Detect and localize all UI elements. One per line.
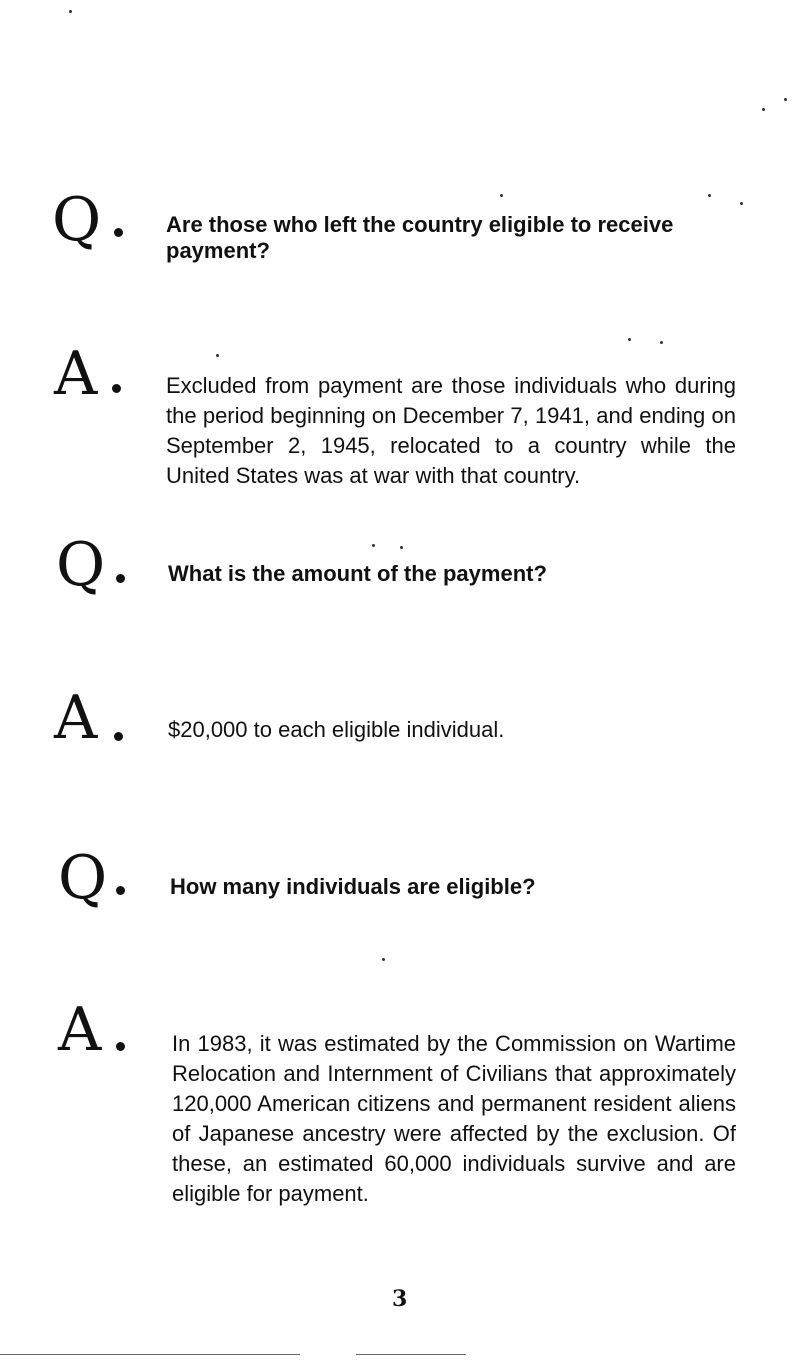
- scan-speck: [382, 958, 385, 961]
- question-marker: Q: [56, 530, 106, 600]
- scan-speck: [708, 194, 711, 197]
- scan-speck: [660, 341, 663, 344]
- question-marker: Q: [58, 843, 108, 913]
- marker-bullet: [112, 384, 121, 393]
- scan-speck: [784, 98, 787, 101]
- question-text: What is the amount of the payment?: [168, 561, 547, 586]
- marker-bullet: [114, 228, 123, 237]
- scan-speck: [500, 194, 503, 197]
- scan-speck: [762, 108, 765, 111]
- question-text: Are those who left the country eligible to receive payment?: [166, 212, 674, 263]
- scan-speck: [69, 10, 72, 13]
- scan-edge-line: [0, 1354, 300, 1355]
- answer-marker: A: [54, 339, 98, 409]
- answer-marker: A: [54, 683, 98, 753]
- answer-text: $20,000 to each eligible individual.: [168, 717, 505, 742]
- scan-speck: [372, 544, 375, 547]
- question-marker: Q: [52, 185, 102, 255]
- scan-speck: [628, 338, 631, 341]
- scan-edge-line: [356, 1354, 466, 1355]
- scan-speck: [216, 354, 219, 357]
- marker-bullet: [116, 574, 125, 583]
- marker-bullet: [116, 1042, 125, 1051]
- question-text: How many individuals are eligible?: [170, 874, 536, 899]
- answer-text: Excluded from payment are those individuals who during the period beginning on December 7, 1941, and ending on September 2, 1945, relocated to a country while the United States was at war with that country.: [166, 373, 736, 488]
- page-number: 3: [392, 1286, 408, 1312]
- marker-bullet: [116, 886, 125, 895]
- scan-speck: [740, 202, 743, 205]
- answer-text: In 1983, it was estimated by the Commission on Wartime Relocation and Internment of Civilians that approximately 120,000 American citizens and permanent resident aliens of Japanese ancestry were affected by the exclusion. Of these, an estimated 60,000 individuals survive and are eligible for payment.: [172, 1031, 736, 1206]
- answer-marker: A: [58, 995, 102, 1065]
- scan-speck: [400, 546, 403, 549]
- marker-bullet: [114, 732, 123, 741]
